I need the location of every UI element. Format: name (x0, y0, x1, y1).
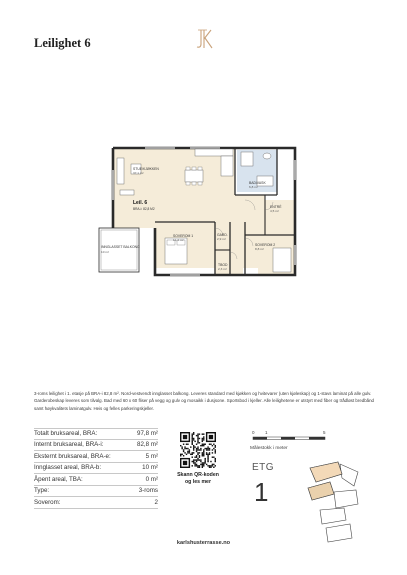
room-area-living: 37,1 m² (133, 171, 144, 175)
fact-value: 3-roms (138, 487, 158, 495)
fact-label: Soverom: (34, 498, 61, 506)
fact-row (34, 463, 158, 475)
room-label-bedroom-1: SOVEROM 1 (173, 234, 194, 238)
fact-label: Åpent areal, TBA: (34, 475, 83, 483)
fact-label: Innglasset areal, BRA-b: (34, 464, 102, 472)
building-key-map (300, 460, 366, 550)
room-label-bedroom-2: SOVEROM 2 (255, 243, 276, 247)
qr-caption (172, 472, 224, 486)
fact-label: Internt bruksareal, BRA-i: (34, 441, 104, 449)
floor-number: 1 (254, 477, 269, 507)
brand-monogram-logo (190, 26, 220, 52)
website-link[interactable]: karlshusterrasse.no (176, 540, 231, 546)
fact-row (34, 497, 158, 509)
scale-tick-0: 0 (252, 430, 255, 435)
room-label-wardrobe: GARD. (217, 233, 228, 237)
room-label-entry: ENTRÉ (270, 205, 282, 209)
apartment-description: 3-roms leilighet i 1. etasje på BRA-i 82,8 m². Nord-vestvendt innglasset balkong. Leveres standard med kjøkken og hvitevarer (uten kjøleskap) og 1-stavs laminat på alle gulv. Garderobeskap leveres som tilvalg. Bad med 60 x 60 fliser på vegg og gulv og mosaikk i dusjsone. Sportsbod i kjeller. Alle leilighetene er utstyrt med fiber og trådløst bredbånd samt høykvalitets laminatgulv. Heis og felles parkeringskjeller. (34, 391, 374, 411)
fact-value: 2 (154, 498, 158, 506)
floor-label: ETG (252, 462, 275, 473)
room-label-storage: TBOD (218, 263, 228, 267)
fact-value: 10 m² (142, 464, 158, 472)
fact-row (34, 428, 158, 440)
page-title: Leilighet 6 (34, 36, 91, 50)
fact-value: 0 m² (145, 475, 158, 483)
fact-row (34, 440, 158, 452)
fact-row (34, 451, 158, 463)
room-label-balcony (101, 245, 140, 249)
room-area-bedroom-2: 8,8 m² (255, 247, 264, 251)
qr-code[interactable] (180, 432, 216, 468)
facts-table (34, 428, 158, 509)
fact-value: 82,8 m² (137, 441, 158, 449)
floor-plan (95, 140, 305, 280)
room-area-wardrobe: 2,9 m² (217, 237, 226, 241)
unit-label: Leil. 6 (133, 200, 148, 206)
fact-value: 5 m² (145, 452, 158, 460)
fact-row (34, 474, 158, 486)
scale-tick-1: 1 (265, 430, 268, 435)
room-area-entry: 4,5 m² (270, 209, 279, 213)
room-area-bath: 6,8 m² (249, 185, 258, 189)
qr-caption-line-2: og les mer (185, 479, 211, 486)
fact-row (34, 486, 158, 498)
room-area-balcony: 10 m² (101, 250, 109, 254)
scale-caption: Målestokk i meter (250, 446, 288, 451)
fact-value: 97,8 m² (137, 430, 158, 438)
room-area-bedroom-1: 14,4 m² (173, 238, 184, 242)
qr-caption-line-1: Skann QR-koden (177, 472, 219, 478)
fact-label: Eksternt bruksareal, BRA-e: (34, 452, 111, 460)
fact-label: Type: (34, 487, 50, 495)
fact-label: Totalt bruksareal, BRA: (34, 430, 98, 438)
scale-tick-5: 5 (323, 430, 326, 435)
room-area-storage: 2,3 m² (218, 267, 227, 271)
room-label-living: STUE/KJØKKEN (133, 167, 159, 171)
balcony-label-text: INNGLASSET BALKONG (101, 245, 140, 249)
room-label-bath: BAD/VASK (249, 181, 266, 185)
unit-area: BRA-i: 82,8 M2 (133, 207, 155, 211)
